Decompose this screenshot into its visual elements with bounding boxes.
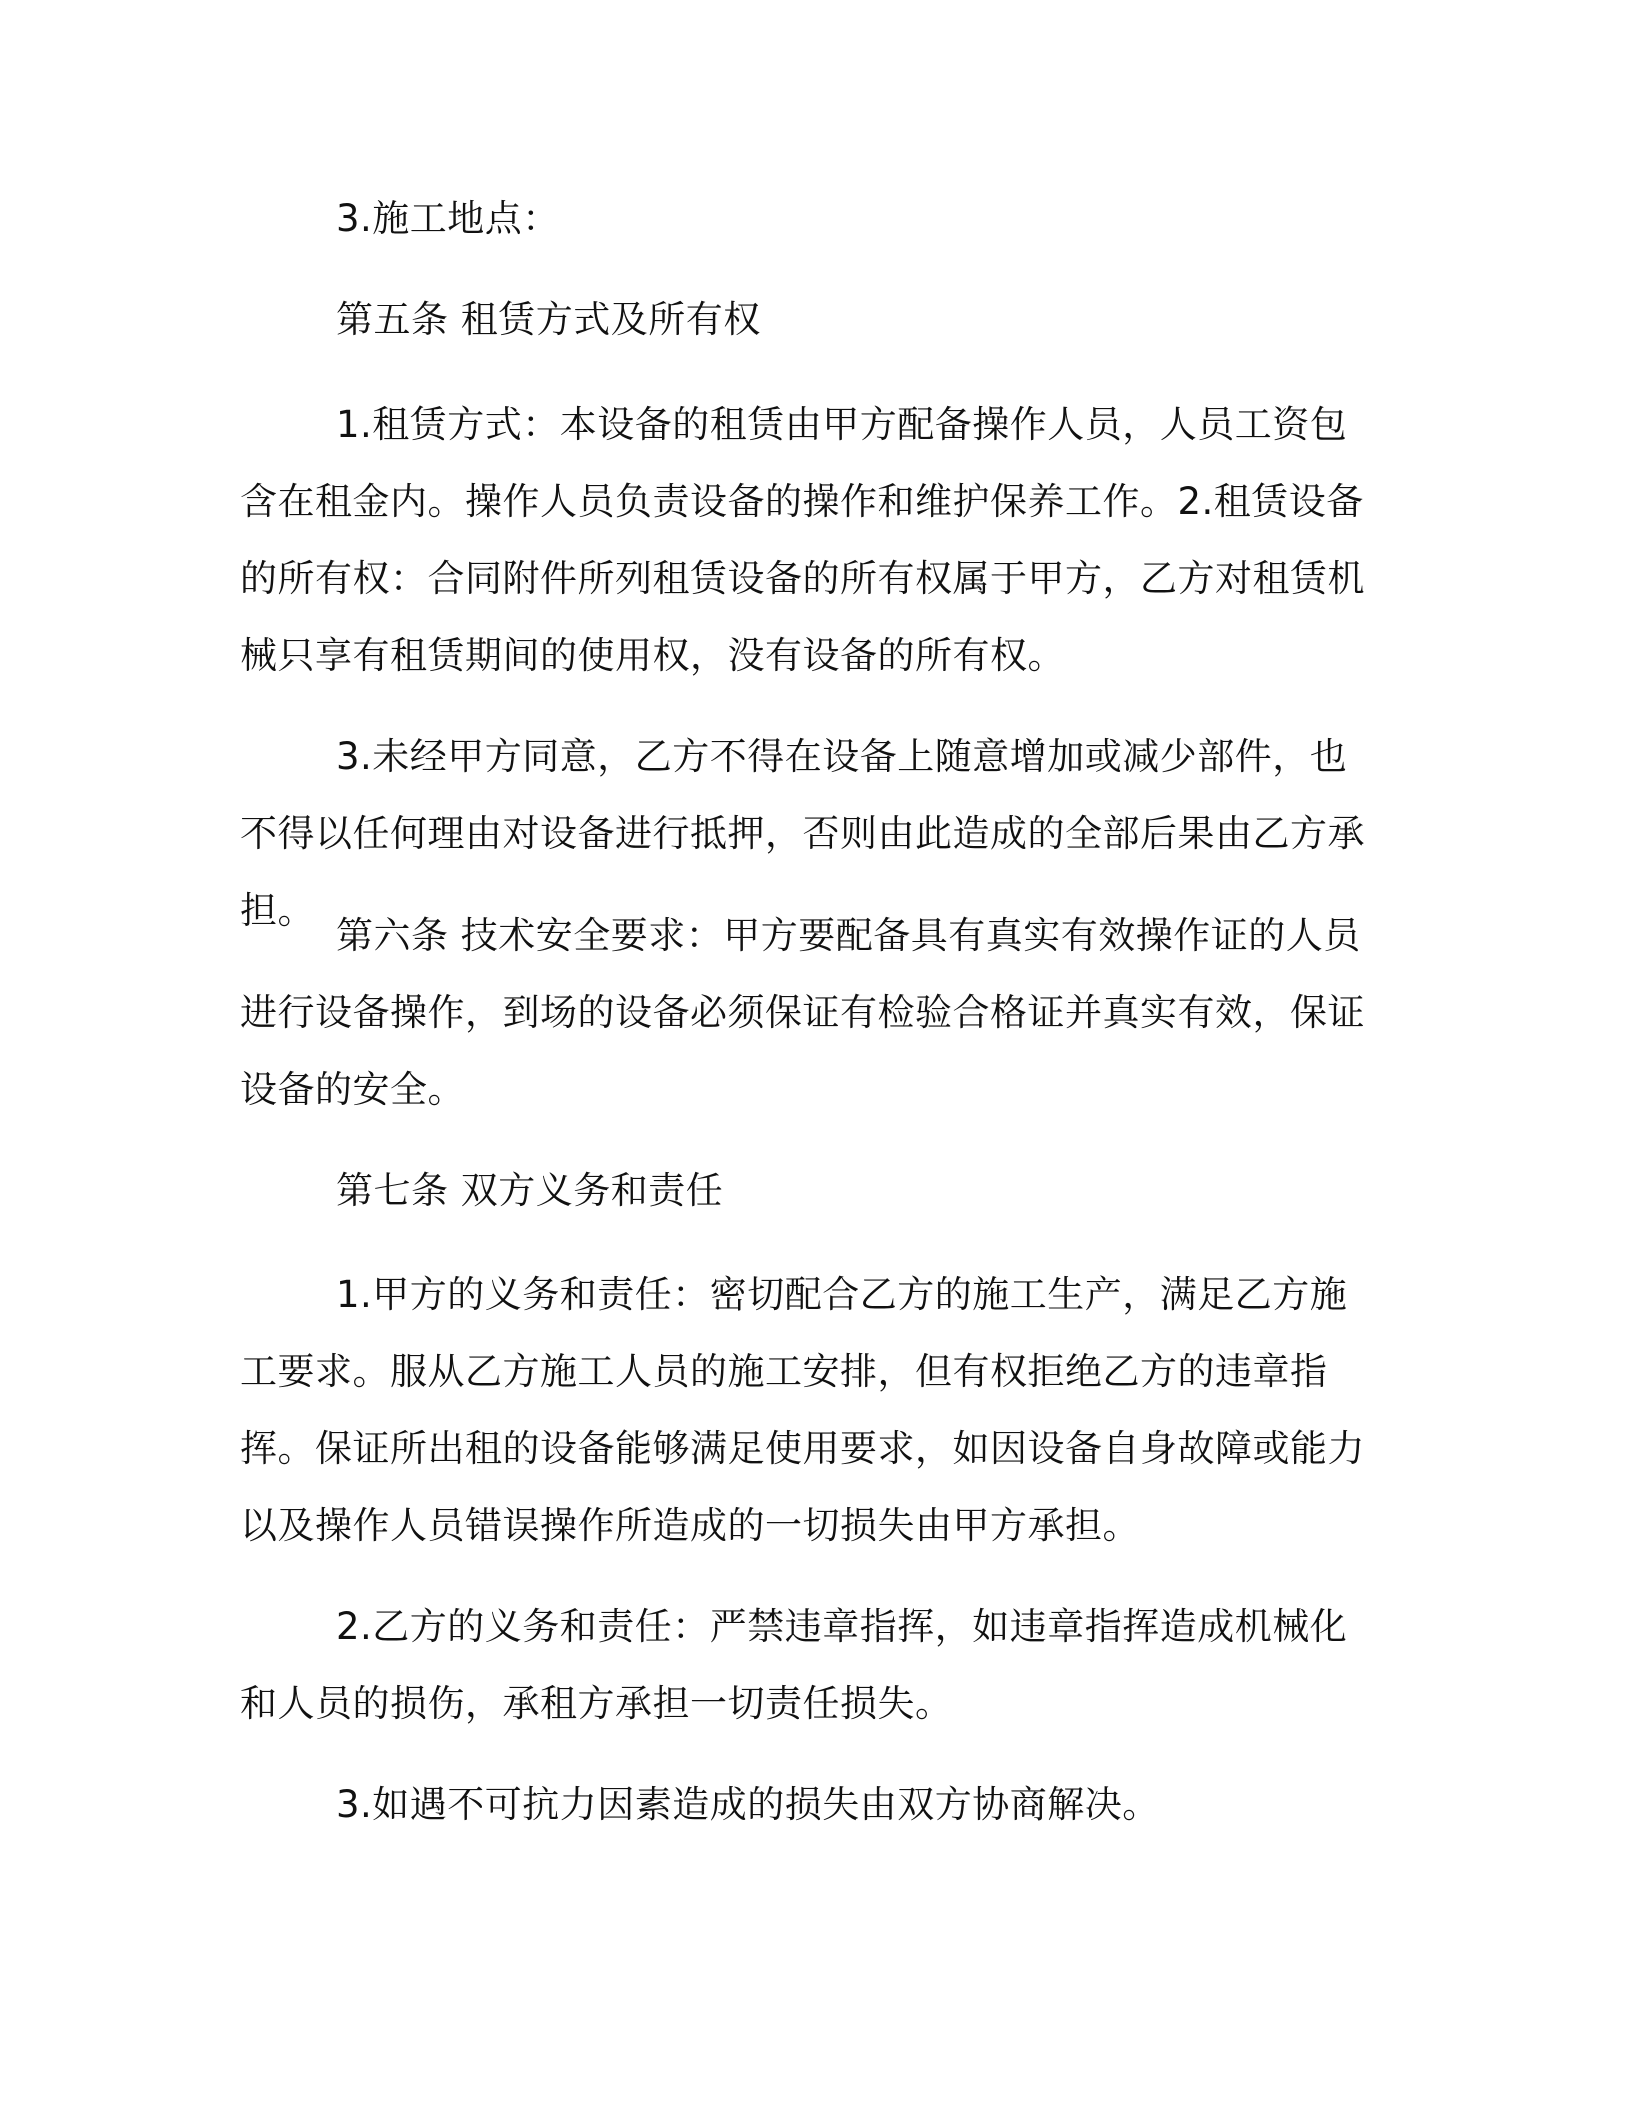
paragraph-lease-method: 1.租赁方式：本设备的租赁由甲方配备操作人员，人员工资包含在租金内。操作人员负责设备的操作和维护保养工作。2.租赁设备的所有权：合同附件所列租赁设备的所有权属于甲方，乙方对租赁机械只享有租赁期间的使用权，没有设备的所有权。 [240,403,1365,677]
paragraph-party-b-duties: 2.乙方的义务和责任：严禁违章指挥，如违章指挥造成机械化和人员的损伤，承租方承担一切责任损失。 [240,1605,1348,1725]
paragraph-article-6-safety: 第六条 技术安全要求：甲方要配备具有真实有效操作证的人员进行设备操作，到场的设备必须保证有检验合格证并真实有效，保证设备的安全。 [240,914,1365,1111]
heading-article-7: 第七条 双方义务和责任 [336,1169,724,1212]
paragraph-construction-site: 3.施工地点： [336,197,560,240]
paragraph-no-modification: 3.未经甲方同意，乙方不得在设备上随意增加或减少部件，也不得以任何理由对设备进行抵押，否则由此造成的全部后果由乙方承担。 [240,735,1365,932]
paragraph-force-majeure: 3.如遇不可抗力因素造成的损失由双方协商解决。 [336,1783,1160,1826]
paragraph-party-a-duties: 1.甲方的义务和责任：密切配合乙方的施工生产，满足乙方施工要求。服从乙方施工人员的施工安排，但有权拒绝乙方的违章指挥。保证所出租的设备能够满足使用要求，如因设备自身故障或能力以及操作人员错误操作所造成的一切损失由甲方承担。 [240,1273,1365,1547]
heading-article-5: 第五条 租赁方式及所有权 [336,298,761,341]
